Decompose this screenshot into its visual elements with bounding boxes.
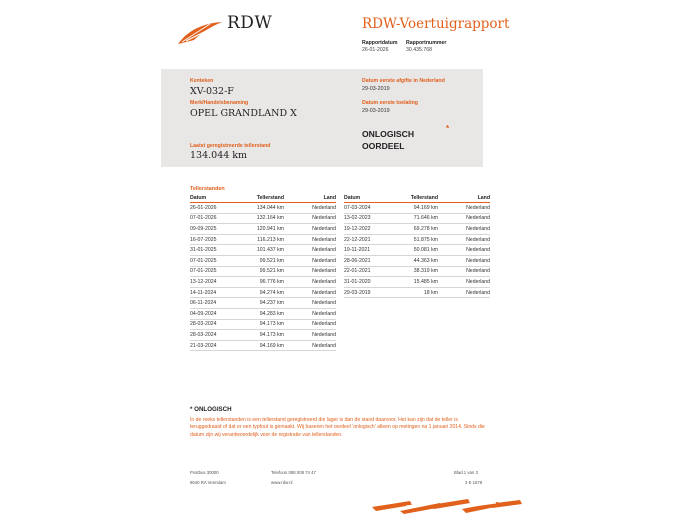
row-tellerstand: 94.283 km (232, 308, 284, 319)
row-land: Nederland (284, 319, 336, 330)
row-datum: 07-03-2024 (344, 203, 386, 214)
row-datum: 09-09-2025 (190, 224, 232, 235)
row-land: Nederland (438, 213, 490, 224)
footer-telefoon: Telefoon 088 008 74 47 (271, 470, 316, 475)
decorative-stripes-icon (370, 497, 530, 514)
row-datum: 04-09-2024 (190, 308, 232, 319)
afgifte-label: Datum eerste afgifte in Nederland (362, 78, 445, 84)
row-tellerstand: 94.173 km (232, 319, 284, 330)
row-land: Nederland (438, 277, 490, 288)
tellerstanden-table-right (344, 194, 490, 298)
kenteken-label: Kenteken (190, 78, 214, 84)
table-row (344, 224, 490, 235)
row-tellerstand: 99.521 km (232, 266, 284, 277)
row-land: Nederland (438, 245, 490, 256)
table-row (190, 308, 336, 319)
rapportnummer-value: 30.435.768 (406, 47, 432, 53)
row-tellerstand: 94.173 km (232, 330, 284, 341)
row-datum: 28-06-2021 (344, 255, 386, 266)
toelating-value: 29-03-2019 (362, 108, 390, 114)
row-tellerstand: 120.941 km (232, 224, 284, 235)
teller-label: Laatst geregistreerde tellerstand (190, 143, 271, 149)
footer-plaats: 9640 RA Veendam (190, 480, 226, 485)
row-datum: 28-03-2024 (190, 330, 232, 341)
table-row (344, 266, 490, 277)
row-tellerstand: 94.237 km (232, 298, 284, 309)
rapportnummer-label: Rapportnummer (406, 40, 447, 46)
table-row (344, 287, 490, 298)
col-land: Land (284, 194, 336, 203)
row-tellerstand: 94.169 km (386, 203, 438, 214)
report-title: RDW-Voertuigrapport (362, 16, 510, 32)
row-datum: 28-03-2024 (190, 319, 232, 330)
row-datum: 14-11-2024 (190, 287, 232, 298)
row-datum: 16-07-2025 (190, 234, 232, 245)
col-datum: Datum (190, 194, 232, 203)
merk-label: Merk/Handelsbenaming (190, 100, 249, 106)
table-row (344, 245, 490, 256)
row-land: Nederland (438, 203, 490, 214)
table-row (190, 287, 336, 298)
row-tellerstand: 134.044 km (232, 203, 284, 214)
table-row (190, 213, 336, 224)
row-datum: 13-02-2023 (344, 213, 386, 224)
row-tellerstand: 99.521 km (232, 255, 284, 266)
row-tellerstand: 96.776 km (232, 277, 284, 288)
table-row (190, 255, 336, 266)
row-land: Nederland (284, 330, 336, 341)
row-datum: 07-01-2026 (190, 213, 232, 224)
table-row (190, 245, 336, 256)
row-land: Nederland (284, 213, 336, 224)
table-row (190, 277, 336, 288)
row-land: Nederland (284, 277, 336, 288)
oordeel-star-mark: * (446, 124, 450, 133)
row-datum: 22-01-2021 (344, 266, 386, 277)
row-datum: 19-12-2022 (344, 224, 386, 235)
row-datum: 29-03-2019 (344, 287, 386, 298)
col-land: Land (438, 194, 490, 203)
table-row (344, 255, 490, 266)
row-tellerstand: 15.485 km (386, 277, 438, 288)
row-tellerstand: 51.875 km (386, 234, 438, 245)
footer-code: 3 E 1678 (465, 480, 483, 485)
row-land: Nederland (438, 234, 490, 245)
table-row (190, 203, 336, 214)
row-tellerstand: 94.274 km (232, 287, 284, 298)
row-datum: 31-01-2025 (190, 245, 232, 256)
row-land: Nederland (284, 245, 336, 256)
note-title: * ONLOGISCH (190, 406, 232, 413)
row-tellerstand: 50.081 km (386, 245, 438, 256)
row-tellerstand: 18 km (386, 287, 438, 298)
row-tellerstand: 71.646 km (386, 213, 438, 224)
row-land: Nederland (284, 340, 336, 351)
row-land: Nederland (284, 255, 336, 266)
table-row (190, 266, 336, 277)
table-row (344, 277, 490, 288)
row-datum: 26-01-2026 (190, 203, 232, 214)
rapportdatum-value: 26-01-2026 (362, 47, 389, 53)
row-tellerstand: 101.437 km (232, 245, 284, 256)
table-row (190, 340, 336, 351)
row-tellerstand: 94.169 km (232, 340, 284, 351)
row-land: Nederland (284, 203, 336, 214)
rdw-logo-icon (176, 20, 224, 46)
afgifte-value: 29-03-2019 (362, 86, 390, 92)
row-land: Nederland (438, 266, 490, 277)
table-row (190, 298, 336, 309)
oordeel-verdict: ONLOGISCH OORDEEL (362, 129, 415, 151)
row-datum: 07-01-2025 (190, 266, 232, 277)
col-tellerstand: Tellerstand (232, 194, 284, 203)
row-land: Nederland (284, 234, 336, 245)
row-datum: 19-11-2021 (344, 245, 386, 256)
table-row (190, 224, 336, 235)
tellerstanden-table-left (190, 194, 336, 351)
row-datum: 22-12-2021 (344, 234, 386, 245)
col-tellerstand: Tellerstand (386, 194, 438, 203)
kenteken-value: XV-032-F (190, 86, 234, 97)
logo-text: RDW (227, 13, 273, 33)
table-row (344, 203, 490, 214)
row-tellerstand: 116.213 km (232, 234, 284, 245)
row-land: Nederland (438, 255, 490, 266)
row-datum: 13-12-2024 (190, 277, 232, 288)
table-row (190, 319, 336, 330)
footer-postbus: Postbus 30000 (190, 470, 219, 475)
footer-blad: Blad 1 van 3 (454, 470, 478, 475)
toelating-label: Datum eerste toelating (362, 100, 418, 106)
row-tellerstand: 44.363 km (386, 255, 438, 266)
teller-value: 134.044 km (190, 150, 248, 161)
tellerstanden-title: Tellerstanden (190, 186, 225, 192)
col-datum: Datum (344, 194, 386, 203)
row-land: Nederland (438, 287, 490, 298)
row-land: Nederland (284, 224, 336, 235)
table-row (344, 234, 490, 245)
row-datum: 31-01-2020 (344, 277, 386, 288)
row-land: Nederland (284, 287, 336, 298)
merk-value: OPEL GRANDLAND X (190, 108, 297, 119)
row-land: Nederland (284, 308, 336, 319)
row-tellerstand: 38.319 km (386, 266, 438, 277)
table-row (344, 213, 490, 224)
note-text: In de reeks tellerstanden is een tellerstand geregistreerd die lager is dan de stand daarvoor. Het kan zijn dat de teller is teruggedraaid of dat er een typfout is gemaakt. Wij baseren het oordeel 'onlogisch' alleen op metingen na 1 januari 2014. Sinds die datum zijn wij verantwoordelijk voor de registratie van tellerstanden. (190, 417, 485, 438)
row-land: Nederland (284, 298, 336, 309)
footer-website[interactable]: www.rdw.nl (271, 480, 293, 485)
row-tellerstand: 69.278 km (386, 224, 438, 235)
rapportdatum-label: Rapportdatum (362, 40, 398, 46)
table-row (190, 330, 336, 341)
row-datum: 21-03-2024 (190, 340, 232, 351)
row-land: Nederland (284, 266, 336, 277)
row-land: Nederland (438, 224, 490, 235)
row-datum: 06-11-2024 (190, 298, 232, 309)
row-tellerstand: 132.164 km (232, 213, 284, 224)
row-datum: 07-01-2025 (190, 255, 232, 266)
table-row (190, 234, 336, 245)
